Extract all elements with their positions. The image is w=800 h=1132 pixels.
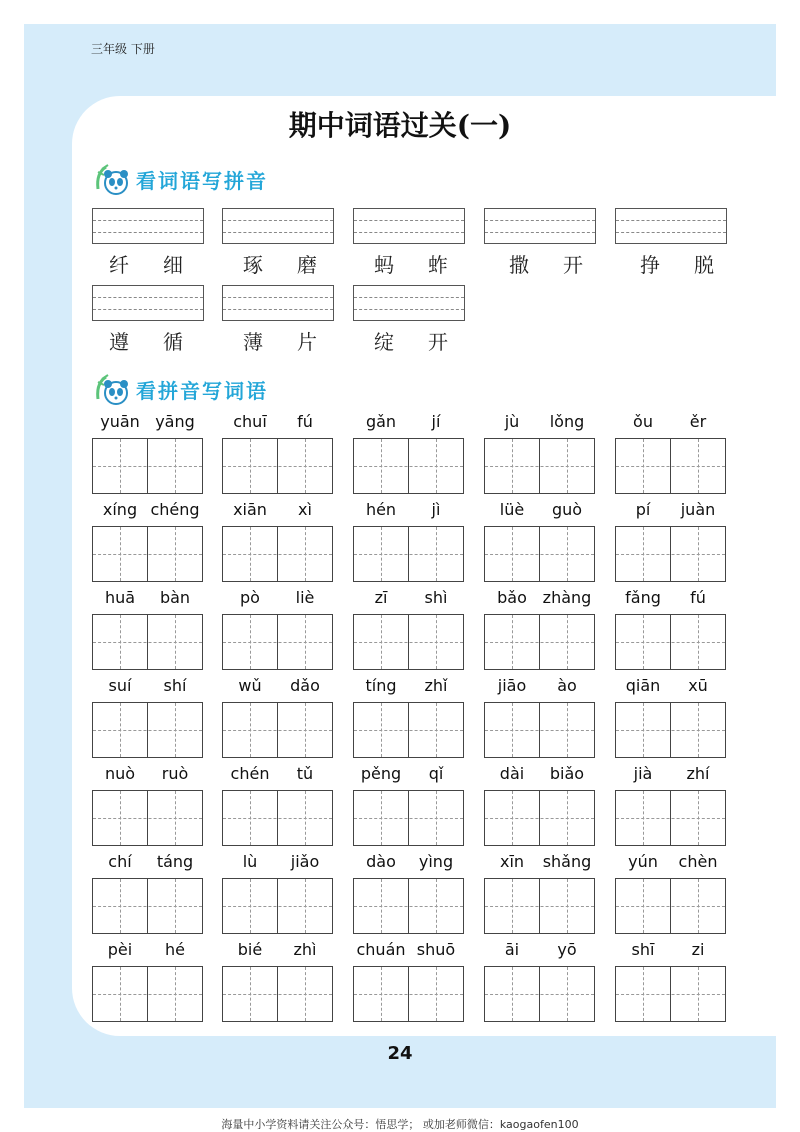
pinyin-syllable: jià [633,764,653,783]
pinyin-syllable: yō [557,940,577,959]
grade-label: 三年级 下册 [91,42,155,56]
pinyin-syllable: gǎn [365,412,397,431]
section-1-label: 看词语写拼音 [136,168,268,193]
word-char: 挣 [640,253,660,277]
pinyin-syllable: zhí [686,764,710,783]
pinyin-syllable: jiāo [497,676,527,695]
character-grid[interactable] [484,438,595,494]
pinyin-syllable: fú [297,412,313,431]
pinyin-syllable: lǒng [549,412,585,431]
pinyin-syllable: dào [366,852,396,871]
pinyin-syllable: nuò [104,764,136,783]
section-2-label: 看拼音写词语 [136,378,268,403]
character-grid[interactable] [353,438,464,494]
pinyin-syllable: hé [165,940,185,959]
pinyin-syllable: chuī [233,412,267,431]
character-grid[interactable] [353,526,464,582]
pinyin-syllable: shī [631,940,655,959]
pinyin-syllable: bié [237,940,263,959]
pinyin-syllable: táng [156,852,194,871]
pinyin-syllable: wǔ [238,676,262,695]
character-grid[interactable] [484,790,595,846]
pinyin-syllable: āi [504,940,520,959]
pinyin-syllable: bǎo [497,588,527,607]
word-char: 薄 [243,330,263,354]
pinyin-syllable: zhǐ [424,676,448,695]
character-grid[interactable] [353,966,464,1022]
character-grid[interactable] [222,526,333,582]
pinyin-box[interactable] [92,285,204,321]
pinyin-syllable: liè [295,588,315,607]
pinyin-syllable: fǎng [625,588,661,607]
pinyin-syllable: lù [242,852,258,871]
pinyin-syllable: xíng [102,500,138,519]
character-grid[interactable] [353,702,464,758]
word-char: 绽 [374,330,394,354]
word-char: 磨 [297,253,317,277]
pinyin-syllable: jí [431,412,441,431]
pinyin-syllable: chí [108,852,132,871]
pinyin-box[interactable] [615,208,727,244]
character-grid[interactable] [222,614,333,670]
panda-icon [92,159,132,199]
character-grid[interactable] [222,438,333,494]
word-char: 琢 [243,253,263,277]
pinyin-syllable: dài [499,764,525,783]
pinyin-syllable: guò [551,500,583,519]
word-char: 遵 [109,330,129,354]
pinyin-syllable: dǎo [290,676,320,695]
character-grid[interactable] [353,614,464,670]
pinyin-syllable: ěr [689,412,707,431]
character-grid[interactable] [615,966,726,1022]
pinyin-syllable: pěng [360,764,402,783]
pinyin-syllable: xū [688,676,708,695]
word-char: 纤 [109,253,129,277]
character-grid[interactable] [222,702,333,758]
pinyin-syllable: juàn [680,500,716,519]
character-grid[interactable] [484,966,595,1022]
word-char: 开 [563,253,583,277]
pinyin-syllable: chèn [678,852,718,871]
pinyin-syllable: ruò [161,764,189,783]
character-grid[interactable] [615,878,726,934]
pinyin-box[interactable] [92,208,204,244]
character-grid[interactable] [615,526,726,582]
pinyin-syllable: huā [104,588,136,607]
character-grid[interactable] [222,878,333,934]
pinyin-syllable: zī [374,588,388,607]
character-grid[interactable] [615,790,726,846]
pinyin-syllable: suí [108,676,132,695]
character-grid[interactable] [92,526,203,582]
page-number: 24 [387,1043,413,1064]
character-grid[interactable] [615,702,726,758]
pinyin-syllable: pí [635,500,651,519]
word-char: 片 [297,330,317,354]
word-char: 开 [428,330,448,354]
character-grid[interactable] [615,614,726,670]
pinyin-syllable: xì [298,500,312,519]
character-grid[interactable] [353,790,464,846]
pinyin-syllable: chéng [150,500,200,519]
pinyin-syllable: zhì [293,940,317,959]
character-grid[interactable] [92,966,203,1022]
pinyin-syllable: shǎng [542,852,592,871]
character-grid[interactable] [484,614,595,670]
pinyin-box[interactable] [353,208,465,244]
pinyin-syllable: jiǎo [290,852,320,871]
panda-icon [92,369,132,409]
pinyin-syllable: shì [424,588,448,607]
pinyin-box[interactable] [222,208,334,244]
pinyin-syllable: tíng [365,676,397,695]
character-grid[interactable] [222,790,333,846]
pinyin-syllable: jù [504,412,520,431]
character-grid[interactable] [353,878,464,934]
word-char: 蚂 [374,253,394,277]
character-grid[interactable] [92,438,203,494]
pinyin-syllable: yuān [100,412,140,431]
pinyin-syllable: ào [557,676,577,695]
pinyin-box[interactable] [222,285,334,321]
word-char: 撒 [509,253,529,277]
pinyin-syllable: biǎo [549,764,585,783]
pinyin-syllable: hén [365,500,397,519]
pinyin-syllable: chén [230,764,270,783]
pinyin-syllable: pò [240,588,260,607]
pinyin-syllable: tǔ [296,764,314,783]
pinyin-syllable: zi [691,940,705,959]
pinyin-syllable: bàn [159,588,191,607]
pinyin-syllable: shuō [416,940,456,959]
character-grid[interactable] [484,526,595,582]
character-grid[interactable] [92,702,203,758]
character-grid[interactable] [92,614,203,670]
pinyin-box[interactable] [484,208,596,244]
character-grid[interactable] [484,702,595,758]
pinyin-syllable: yìng [418,852,454,871]
character-grid[interactable] [484,878,595,934]
character-grid[interactable] [615,438,726,494]
pinyin-syllable: fú [690,588,706,607]
pinyin-syllable: zhàng [542,588,592,607]
pinyin-syllable: shí [163,676,187,695]
pinyin-syllable: xīn [499,852,525,871]
pinyin-syllable: chuán [356,940,406,959]
pinyin-syllable: qiān [625,676,661,695]
section-1-heading [92,159,268,199]
pinyin-syllable: pèi [107,940,133,959]
pinyin-syllable: lüè [499,500,525,519]
pinyin-box[interactable] [353,285,465,321]
pinyin-syllable: xiān [233,500,267,519]
word-char: 循 [163,330,183,354]
character-grid[interactable] [92,878,203,934]
character-grid[interactable] [222,966,333,1022]
word-char: 蚱 [428,253,448,277]
word-char: 细 [163,253,183,277]
pinyin-syllable: qǐ [428,764,444,783]
word-char: 脱 [694,253,714,277]
pinyin-syllable: ǒu [633,412,653,431]
pinyin-syllable: yāng [155,412,195,431]
character-grid[interactable] [92,790,203,846]
pinyin-syllable: jì [431,500,441,519]
page-title: 期中词语过关(一) [288,109,512,142]
pinyin-syllable: yún [628,852,658,871]
footer-note: 海量中小学资料请关注公众号：悟思学； 或加老师微信：kaogaofen100 [221,1118,579,1131]
section-2-heading [92,369,268,409]
